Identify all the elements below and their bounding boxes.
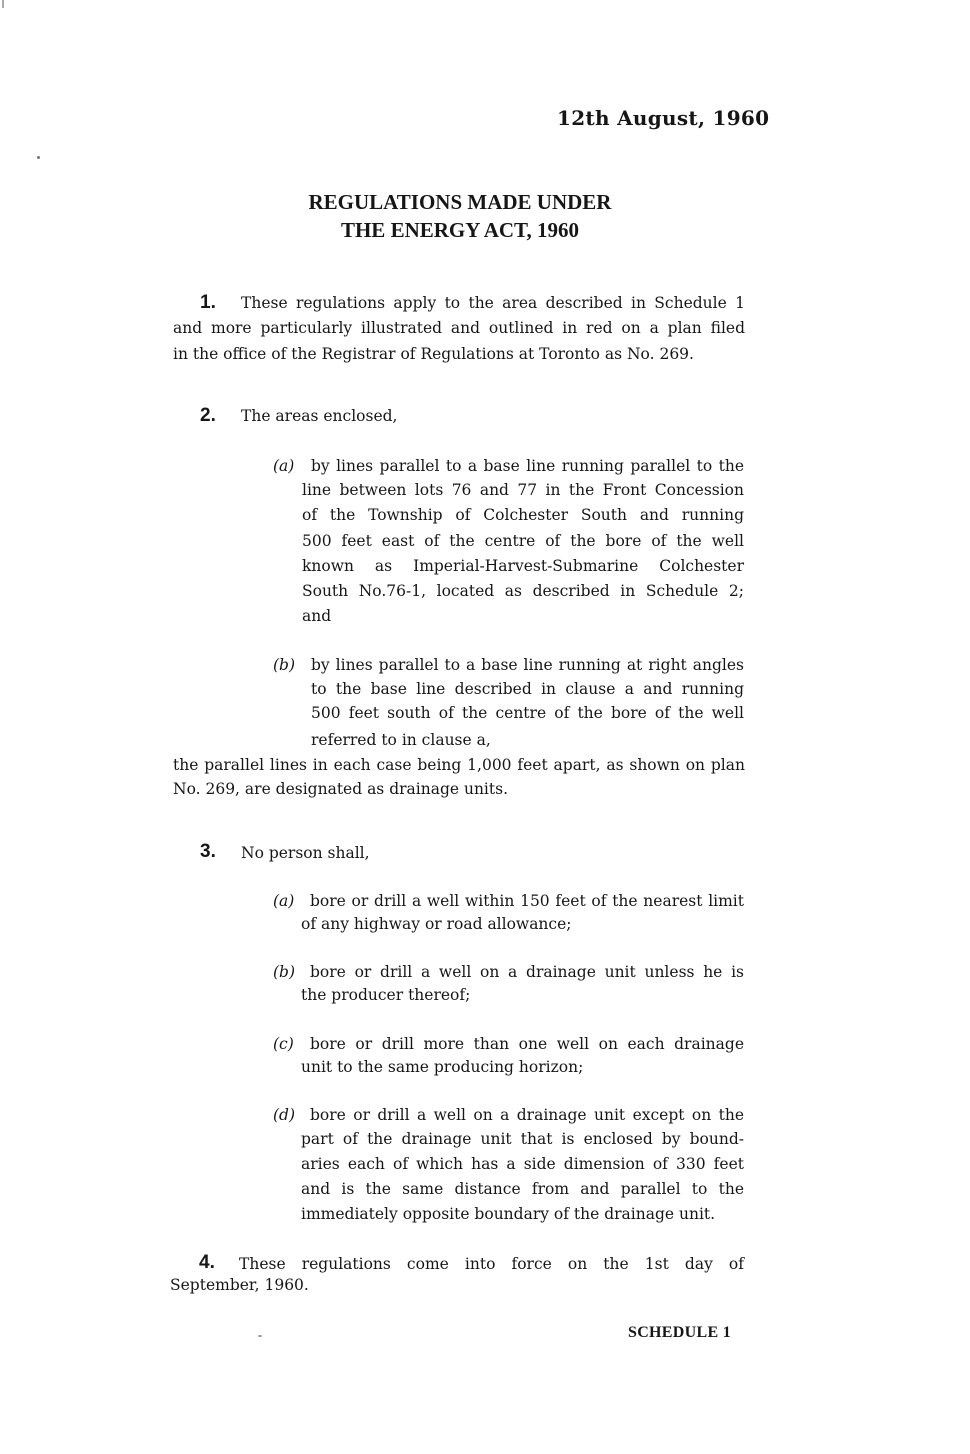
section-3-clause-b-marker: (b)	[273, 963, 296, 981]
section-2-clause-b-line: 500 feet south of the centre of the bore of the well	[311, 704, 744, 722]
document-title-line-1: REGULATIONS MADE UNDER	[308, 190, 612, 214]
section-3-clause-d-line: bore or drill a well on a drainage unit except on the	[310, 1106, 744, 1124]
section-4-line-1: These regulations come into force on the 1st day of	[239, 1255, 744, 1273]
section-1-line-2: and more particularly illustrated and outlined in red on a plan filed	[173, 319, 745, 337]
section-3-clause-c-marker: (c)	[273, 1035, 294, 1053]
section-2-clause-a-line: of the Township of Colchester South and running	[302, 506, 744, 524]
section-1-line-3: in the office of the Registrar of Regulations at Toronto as No. 269.	[173, 345, 694, 363]
scan-speck	[37, 156, 40, 159]
section-3-clause-a-line: of any highway or road allowance;	[301, 915, 572, 933]
section-3-clause-b-line: bore or drill a well on a drainage unit unless he is	[310, 963, 744, 981]
section-2-clause-a-line: known as Imperial-Harvest-Submarine Colchester	[302, 557, 744, 575]
section-2-clause-a-line: by lines parallel to a base line running parallel to the	[311, 457, 744, 475]
section-3-clause-c-line: bore or drill more than one well on each drainage	[310, 1035, 744, 1053]
section-4-line-2: September, 1960.	[170, 1276, 309, 1294]
section-2-intro: The areas enclosed,	[241, 407, 398, 425]
section-2-clause-b-line: to the base line described in clause a and running	[311, 680, 744, 698]
section-3-intro: No person shall,	[241, 844, 370, 862]
section-2-clause-a-line: and	[302, 607, 332, 625]
section-3-clause-d-line: aries each of which has a side dimension of 330 feet	[301, 1155, 744, 1173]
document-title-line-2: THE ENERGY ACT, 1960	[340, 218, 580, 242]
section-4-number: 4.	[199, 1252, 215, 1273]
section-3-clause-d-marker: (d)	[273, 1106, 296, 1124]
section-1-line-1: These regulations apply to the area described in Schedule 1	[241, 294, 745, 312]
section-3-clause-a-marker: (a)	[273, 892, 295, 910]
section-2-number: 2.	[200, 405, 216, 426]
section-3-clause-b-line: the producer thereof;	[301, 986, 471, 1004]
section-3-clause-d-line: immediately opposite boundary of the drainage unit.	[301, 1205, 716, 1223]
section-2-closing-line: No. 269, are designated as drainage units.	[173, 780, 508, 798]
section-2-clause-a-line: line between lots 76 and 77 in the Front Concession	[302, 481, 744, 499]
section-2-clause-b-line: by lines parallel to a base line running at right angles	[311, 656, 744, 674]
document-date: 12th August, 1960	[557, 106, 770, 130]
section-2-clause-a-line: 500 feet east of the centre of the bore of the well	[302, 532, 744, 550]
section-3-clause-d-line: and is the same distance from and parallel to the	[301, 1180, 744, 1198]
section-3-clause-d-line: part of the drainage unit that is enclosed by bound-	[301, 1130, 744, 1148]
section-2-clause-a-marker: (a)	[273, 457, 295, 475]
section-3-clause-c-line: unit to the same producing horizon;	[301, 1058, 584, 1076]
section-3-number: 3.	[200, 841, 216, 862]
section-2-clause-a-line: South No.76-1, located as described in Schedule 2;	[302, 582, 744, 600]
scan-edge-mark	[2, 0, 4, 8]
section-2-closing-line: the parallel lines in each case being 1,000 feet apart, as shown on plan	[173, 756, 745, 774]
section-3-clause-a-line: bore or drill a well within 150 feet of the nearest limit	[310, 892, 744, 910]
section-2-clause-b-marker: (b)	[273, 656, 296, 674]
scan-speck	[258, 1335, 262, 1337]
schedule-label: SCHEDULE 1	[628, 1324, 732, 1341]
section-1-number: 1.	[200, 292, 216, 313]
section-2-clause-b-line: referred to in clause a,	[311, 731, 491, 749]
